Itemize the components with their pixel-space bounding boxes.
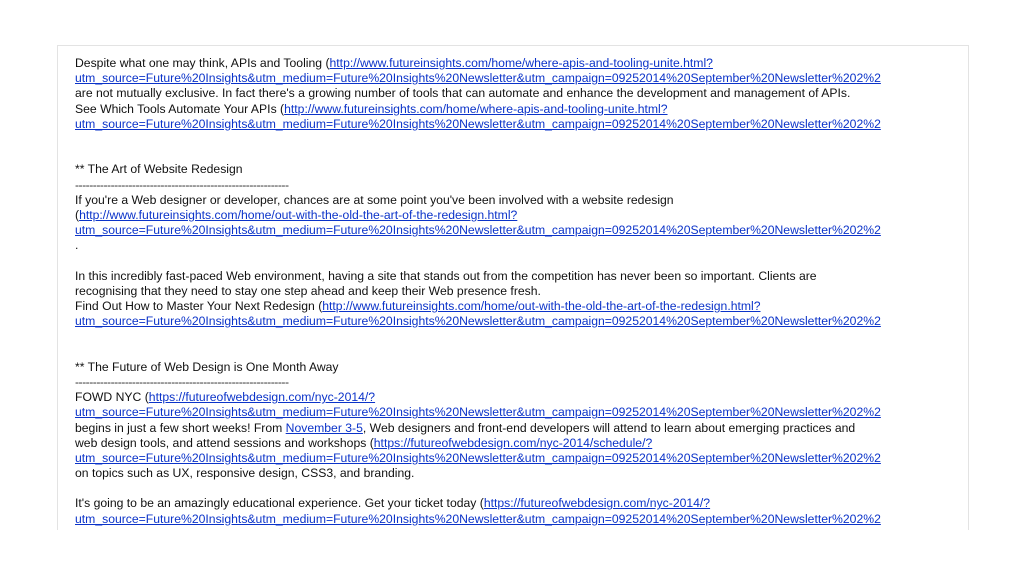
section-rule: ------------------------------------------------------------ [75, 177, 289, 192]
text-line [75, 102, 952, 117]
text: ( [75, 207, 80, 222]
automate-apis-link-utm[interactable]: utm_source=Future%20Insights&utm_medium=Future%20Insights%20Newsletter&utm_campaign=09252014%20September%20Newsletter%202%2 [75, 116, 881, 131]
text-line [75, 314, 952, 329]
text-line [75, 208, 952, 223]
text-line [75, 436, 952, 451]
master-redesign-link-utm[interactable]: utm_source=Future%20Insights&utm_medium=Future%20Insights%20Newsletter&utm_campaign=09252014%20September%20Newsletter%202%2 [75, 314, 881, 329]
text-line: are not mutually exclusive. In fact there's a growing number of tools that can automate and enhance the development and management of APIs. [75, 86, 851, 101]
text: begins in just a few short weeks! From [75, 420, 286, 435]
redesign-link[interactable]: http://www.futureinsights.com/home/out-with-the-old-the-art-of-the-redesign.html? [79, 207, 518, 222]
fowd-ticket-link[interactable]: https://futureofwebdesign.com/nyc-2014/? [483, 496, 711, 511]
text-line [75, 299, 952, 314]
text-line: recognising that they need to stay one step ahead and keep their Web presence fresh. [75, 283, 541, 298]
fowd-nyc-link[interactable]: https://futureofwebdesign.com/nyc-2014/? [148, 390, 376, 405]
text-line [75, 451, 952, 466]
text-line [75, 421, 952, 436]
text-line [75, 512, 952, 527]
text-line: In this incredibly fast-paced Web environment, having a site that stands out from the competition has never been so important. Clients are [75, 268, 817, 283]
fowd-schedule-link-utm[interactable]: utm_source=Future%20Insights&utm_medium=Future%20Insights%20Newsletter&utm_campaign=09252014%20September%20Newsletter%202%2 [75, 450, 881, 465]
spacer [75, 253, 952, 268]
text: , Web designers and front-end developers will attend to learn about emerging practices and [362, 420, 856, 435]
email-content [75, 56, 952, 527]
text-line [75, 71, 952, 86]
text-line [75, 56, 952, 71]
text-line [75, 223, 952, 238]
text-line [75, 390, 952, 405]
text: web design tools, and attend sessions and workshops ( [75, 435, 374, 450]
fowd-schedule-link[interactable]: https://futureofwebdesign.com/nyc-2014/schedule/? [373, 435, 653, 450]
november-dates-link[interactable]: November 3-5 [285, 420, 363, 435]
text-line [75, 496, 952, 511]
email-body-frame [57, 45, 969, 530]
text-line: on topics such as UX, responsive design, CSS3, and branding. [75, 466, 415, 481]
automate-apis-link[interactable]: http://www.futureinsights.com/home/where-apis-and-tooling-unite.html? [284, 101, 668, 116]
text-line [75, 405, 952, 420]
section-heading-fowd: ** The Future of Web Design is One Month Away [75, 359, 339, 374]
text-line: If you're a Web designer or developer, chances are at some point you've been involved with a website redesign [75, 192, 674, 207]
spacer [75, 481, 952, 496]
section-heading-redesign: ** The Art of Website Redesign [75, 162, 243, 177]
text-line: . [75, 238, 79, 253]
spacer [75, 132, 952, 162]
text-line [75, 117, 952, 132]
redesign-link-utm[interactable]: utm_source=Future%20Insights&utm_medium=Future%20Insights%20Newsletter&utm_campaign=09252014%20September%20Newsletter%202%2 [75, 223, 881, 238]
text: It's going to be an amazingly educational experience. Get your ticket today ( [75, 496, 484, 511]
spacer [75, 329, 952, 359]
fowd-nyc-link-utm[interactable]: utm_source=Future%20Insights&utm_medium=Future%20Insights%20Newsletter&utm_campaign=09252014%20September%20Newsletter%202%2 [75, 405, 881, 420]
master-redesign-link[interactable]: http://www.futureinsights.com/home/out-with-the-old-the-art-of-the-redesign.html? [322, 299, 761, 314]
text: FOWD NYC ( [75, 390, 149, 405]
text: See Which Tools Automate Your APIs ( [75, 101, 285, 116]
fowd-ticket-link-utm[interactable]: utm_source=Future%20Insights&utm_medium=Future%20Insights%20Newsletter&utm_campaign=09252014%20September%20Newsletter%202%2 [75, 511, 881, 526]
text: Despite what one may think, APIs and Tooling ( [75, 56, 330, 70]
section-rule: ------------------------------------------------------------ [75, 374, 289, 389]
apis-tooling-link-utm[interactable]: utm_source=Future%20Insights&utm_medium=Future%20Insights%20Newsletter&utm_campaign=09252014%20September%20Newsletter%202%2 [75, 71, 881, 86]
apis-tooling-link[interactable]: http://www.futureinsights.com/home/where-apis-and-tooling-unite.html? [329, 56, 713, 70]
text: Find Out How to Master Your Next Redesign ( [75, 299, 323, 314]
